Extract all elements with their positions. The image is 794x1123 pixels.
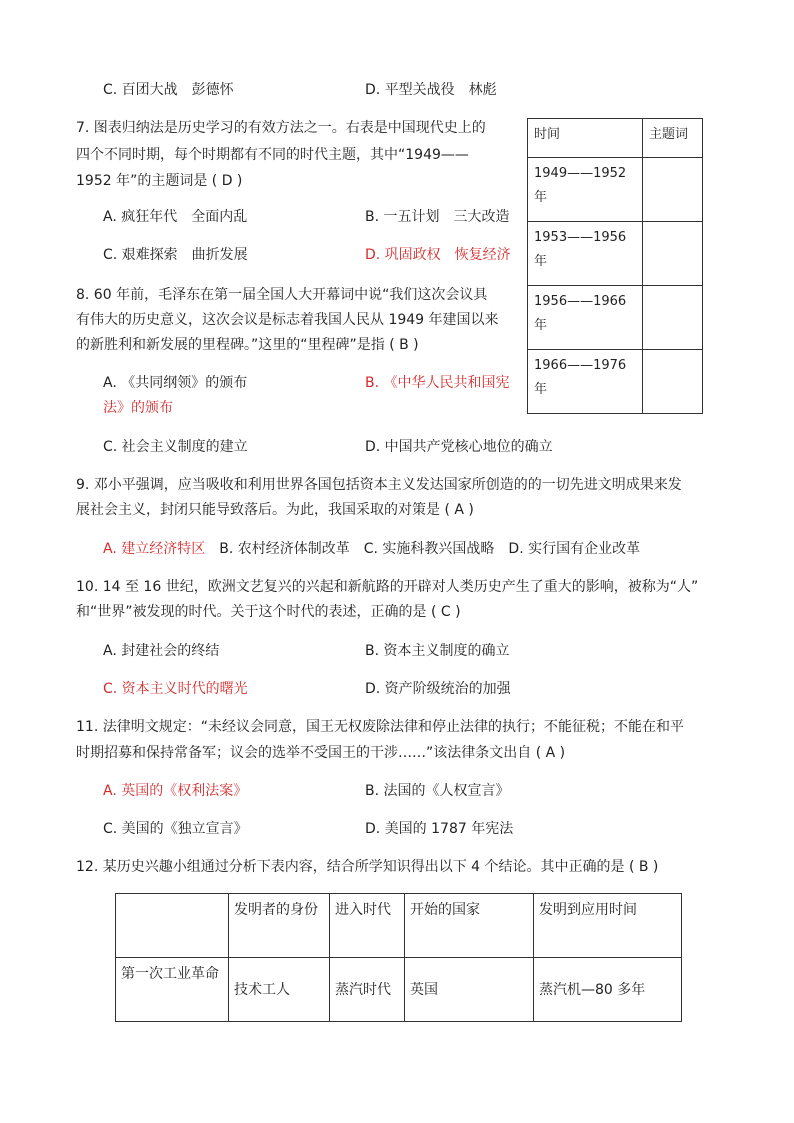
q12-stem: 12. 某历史兴趣小组通过分析下表内容，结合所学知识得出以下 4 个结论。其中正确的是 ( B ): [76, 859, 659, 875]
q9-options: [103, 539, 640, 559]
q12-header-time: 发明到应用时间: [534, 894, 682, 958]
q12-row-1-era: 蒸汽时代: [330, 958, 405, 1022]
q9-options-bcd: B. 农村经济体制改革 C. 实施科教兴国战略 D. 实行国有企业改革: [219, 541, 641, 557]
q9-stem-line-1: 9. 邓小平强调，应当吸收和利用世界各国包括资本主义发达国家所创造的的一切先进文明成果来发: [76, 477, 682, 493]
q7-row-3-theme: [643, 286, 703, 350]
q7-option-b: B. 一五计划 三大改造: [365, 209, 510, 225]
q7-row-1-theme: [643, 158, 703, 222]
q11-option-b: B. 法国的《人权宣言》: [365, 783, 510, 799]
q7-row-1-time: 1949——1952 年: [528, 158, 643, 222]
q7-period-table: [527, 118, 703, 414]
q8-option-c: C. 社会主义制度的建立: [103, 439, 248, 455]
q8-option-b-answer-line-1: B. 《中华人民共和国宪: [365, 375, 510, 391]
q7-row-4-time: 1966——1976 年: [528, 350, 643, 414]
q9-option-a-answer: A. 建立经济特区: [103, 541, 206, 557]
q12-row-1-time: 蒸汽机—80 多年: [534, 958, 682, 1022]
q7-option-c: C. 艰难探索 曲折发展: [103, 247, 248, 263]
q6-option-c: C. 百团大战 彭德怀: [103, 82, 234, 98]
q7-row-4-theme: [643, 350, 703, 414]
q11-option-c: C. 美国的《独立宣言》: [103, 821, 248, 837]
q12-header-country: 开始的国家: [405, 894, 534, 958]
q8-stem-line-3: 的新胜利和新发展的里程碑。”这里的“里程碑”是指 ( B ): [76, 337, 419, 353]
q9-stem-line-2: 展社会主义，封闭只能导致落后。为此，我国采取的对策是 ( A ): [76, 502, 474, 518]
q7-row-3-time: 1956——1966 年: [528, 286, 643, 350]
q8-stem-line-1: 8. 60 年前，毛泽东在第一届全国人大开幕词中说“我们这次会议具: [76, 287, 488, 303]
q11-stem-line-2: 时期招募和保持常备军；议会的选举不受国王的干涉……”该法律条文出自 ( A ): [76, 745, 566, 761]
q7-stem-line-1: 7. 图表归纳法是历史学习的有效方法之一。右表是中国现代史上的: [76, 120, 486, 136]
q10-option-d: D. 资产阶级统治的加强: [365, 681, 511, 697]
q10-stem-line-2: 和“世界”被发现的时代。关于这个时代的表述，正确的是 ( C ): [76, 604, 461, 620]
q7-row-2-time: 1953——1956 年: [528, 222, 643, 286]
q12-row-1-country: 英国: [405, 958, 534, 1022]
q8-option-d: D. 中国共产党核心地位的确立: [365, 439, 553, 455]
q11-option-d: D. 美国的 1787 年宪法: [365, 821, 514, 837]
q12-row-1-inventor: 技术工人: [229, 958, 330, 1022]
q7-row-2-theme: [643, 222, 703, 286]
q10-option-b: B. 资本主义制度的确立: [365, 643, 510, 659]
q11-stem-line-1: 11. 法律明文规定：“未经议会同意，国王无权废除法律和停止法律的执行；不能征税；不能在和平: [76, 719, 684, 735]
q6-option-d: D. 平型关战役 林彪: [365, 82, 497, 98]
q7-stem-line-3: 1952 年”的主题词是 ( D ): [76, 173, 243, 189]
q12-row-1-name: 第一次工业革命: [116, 958, 229, 1022]
q10-option-a: A. 封建社会的终结: [103, 643, 220, 659]
q7-option-d-answer: D. 巩固政权 恢复经济: [365, 247, 511, 263]
q12-header-blank: [116, 894, 229, 958]
q7-option-a: A. 疯狂年代 全面内乱: [103, 209, 248, 225]
q7-header-theme: 主题词: [643, 119, 703, 158]
q10-stem-line-1: 10. 14 至 16 世纪，欧洲文艺复兴的兴起和新航路的开辟对人类历史产生了重大的影响，被称为“人”: [76, 579, 699, 595]
q7-stem-line-2: 四个不同时期，每个时期都有不同的时代主题，其中“1949——: [76, 147, 469, 163]
q10-option-c-answer: C. 资本主义时代的曙光: [103, 681, 248, 697]
q8-stem-line-2: 有伟大的历史意义，这次会议是标志着我国人民从 1949 年建国以来: [76, 312, 499, 328]
q12-header-era: 进入时代: [330, 894, 405, 958]
q8-option-b-answer-line-2: 法》的颁布: [103, 400, 173, 416]
q8-option-a: A. 《共同纲领》的颁布: [103, 375, 248, 391]
q11-option-a-answer: A. 英国的《权利法案》: [103, 783, 248, 799]
q12-header-inventor: 发明者的身份: [229, 894, 330, 958]
q7-header-time: 时间: [528, 119, 643, 158]
q12-revolution-table: [115, 893, 682, 1022]
